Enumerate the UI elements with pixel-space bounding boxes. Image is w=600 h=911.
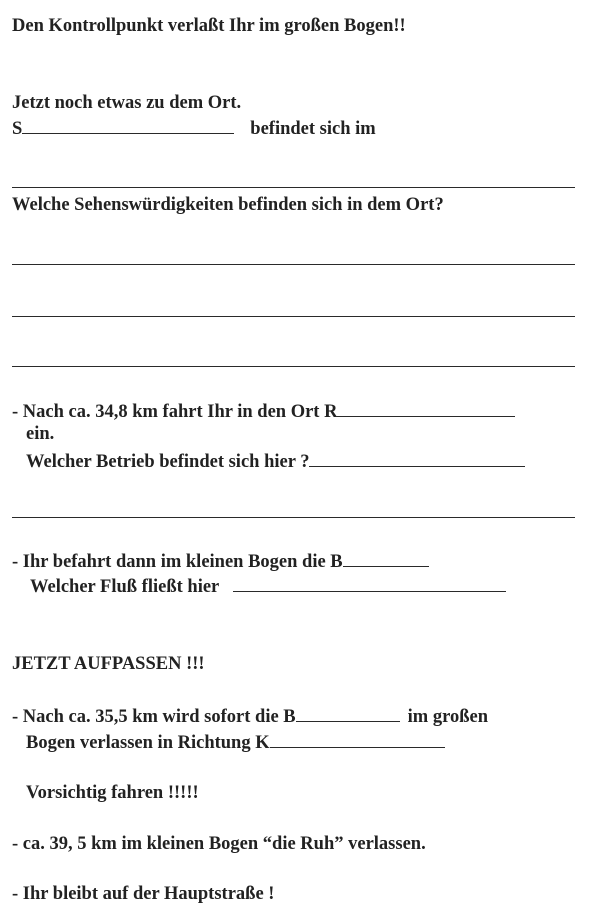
river-blank[interactable] [233, 576, 506, 592]
km395-line: - ca. 39, 5 km im kleinen Bogen “die Ruh” verlassen. [12, 834, 426, 854]
road-b-blank[interactable] [343, 551, 429, 567]
km348-continuation: ein. [26, 424, 55, 444]
place-region-blank[interactable] [12, 187, 575, 188]
place-prefix: S [12, 119, 23, 139]
km355-continuation: Bogen verlassen in Richtung K [26, 733, 270, 753]
place-suffix: befindet sich im [250, 119, 376, 139]
sights-answer-line-3[interactable] [12, 366, 575, 367]
intro-line: Den Kontrollpunkt verlaßt Ihr im großen Bogen!! [12, 16, 406, 36]
km355-line [12, 706, 488, 727]
sights-answer-line-1[interactable] [12, 264, 575, 265]
attention-heading: JETZT AUFPASSEN !!! [12, 654, 205, 674]
direction-k-blank[interactable] [270, 732, 445, 748]
company-answer-line[interactable] [12, 517, 575, 518]
small-arc-text: - Ihr befahrt dann im kleinen Bogen die B [12, 552, 343, 572]
sights-answer-line-2[interactable] [12, 316, 575, 317]
main-road-line: - Ihr bleibt auf der Hauptstraße ! [12, 884, 275, 904]
km348-line [12, 401, 515, 422]
company-question: Welcher Betrieb befindet sich hier ? [26, 452, 310, 472]
km348-text: - Nach ca. 34,8 km fahrt Ihr in den Ort R [12, 402, 338, 422]
company-line [26, 451, 525, 472]
river-line [30, 576, 506, 597]
km355-continuation-line [26, 732, 445, 753]
place-heading: Jetzt noch etwas zu dem Ort. [12, 93, 242, 113]
small-arc-line [12, 551, 429, 572]
town-r-blank[interactable] [337, 401, 515, 417]
place-line [12, 118, 376, 139]
place-name-blank[interactable] [22, 118, 234, 134]
km355-text: - Nach ca. 35,5 km wird sofort die B [12, 707, 296, 727]
sights-question: Welche Sehenswürdigkeiten befinden sich in dem Ort? [12, 195, 444, 215]
company-blank[interactable] [309, 451, 525, 467]
km355-suffix: im großen [407, 707, 488, 727]
river-question: Welcher Fluß fließt hier [30, 577, 220, 597]
road-b2-blank[interactable] [296, 706, 400, 722]
careful-note: Vorsichtig fahren !!!!! [26, 783, 199, 803]
